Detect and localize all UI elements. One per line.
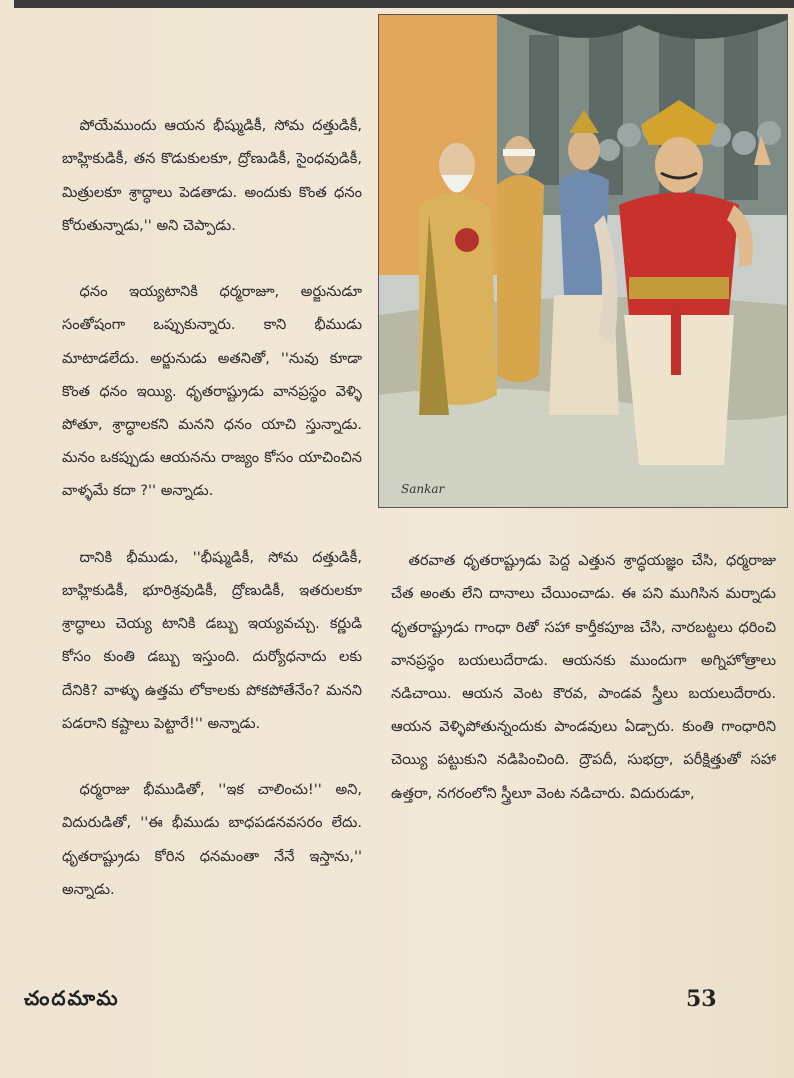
paragraph: పోయేముందు ఆయన భీష్ముడికీ, సోమ దత్తుడికీ, బాహ్లికుడికీ, తన కొడుకులకూ, ద్రోణుడికీ, సైంధవుడికీ, మిత్రులకూ శ్రాద్ధాలు పెడతాడు. అందుకు కొంత ధనం కోరుతున్నాడు,'' అని చెప్పాడు. bbox=[62, 117, 362, 234]
magazine-title: చందమామ bbox=[24, 986, 120, 1010]
illustration-drawing bbox=[379, 15, 787, 507]
left-text-column bbox=[62, 76, 362, 939]
paragraph: ధనం ఇయ్యటానికి ధర్మరాజూ, అర్జునుడూ సంతోషంగా ఒప్పుకున్నారు. కాని భీముడు మాటాడలేదు. అర్జునుడు అతనితో, ''నువు కూడా కొంత ధనం ఇయ్యి. ధృతరాష్ట్రుడు వానప్రస్థం వెళ్ళి పోతూ, శ్రాద్ధాలకని మనని ధనం యాచి స్తున్నాడు. మనం ఒకప్పుడు ఆయనను రాజ్యం కోసం యాచించిన వాళ్ళమే కదా ?'' అన్నాడు. bbox=[62, 283, 362, 500]
artist-signature: Sankar bbox=[401, 482, 445, 496]
right-text-column bbox=[391, 511, 776, 843]
top-edge-shadow bbox=[14, 0, 794, 8]
paragraph: తరవాత ధృతరాష్ట్రుడు పెద్ద ఎత్తున శ్రాద్ధయజ్ఞం చేసి, ధర్మరాజు చేత అంతు లేని దానాలు చేయించాడు. ఈ పని ముగిసిన మర్నాడు ధృతరాష్ట్రుడు గాంధా రితో సహా కార్తీకపూజ చేసి, నారబట్టలు ధరించి వానప్రస్థం బయలుదేరాడు. ఆయనకు ముందుగా అగ్నిహోత్రాలు నడిచాయి. ఆయన వెంట కౌరవ, పాండవ స్త్రీలు బయలుదేరారు. ఆయన వెళ్ళిపోతున్నందుకు పాండవులు ఏడ్చారు. కుంతి గాంధారిని చెయ్యి పట్టుకుని నడిపించింది. ద్రౌపదీ, సుభద్రా, పరీక్షిత్తుతో సహా ఉత్తరా, నగరంలోని స్త్రీలూ వెంట నడిచారు. విదురుడూ, bbox=[391, 552, 776, 802]
page-number: 53 bbox=[686, 986, 717, 1012]
paragraph: ధర్మరాజు భీముడితో, ''ఇక చాలించు!'' అని, విదురుడితో, ''ఈ భీముడు బాధపడనవసరం లేదు. ధృతరాష్ట్రుడు కోరిన ధనమంతా నేనే ఇస్తాను,'' అన్నాడు. bbox=[62, 781, 362, 898]
story-illustration bbox=[378, 14, 788, 508]
paragraph: దానికి భీముడు, ''భీష్ముడికీ, సోమ దత్తుడికీ, బాహ్లికుడికీ, భూరిశ్రవుడికీ, ద్రోణుడికీ, ఇతరులకూ శ్రాద్ధాలు చెయ్య టానికి డబ్బు ఇయ్యవచ్చు. కర్ణుడి కోసం కుంతి డబ్బు ఇస్తుంది. దుర్యోధనాదు లకు దేనికి? వాళ్ళు ఉత్తమ లోకాలకు పోకపోతేనేం? మనని పడరాని కష్టాలు పెట్టారే!'' అన్నాడు. bbox=[62, 548, 362, 732]
